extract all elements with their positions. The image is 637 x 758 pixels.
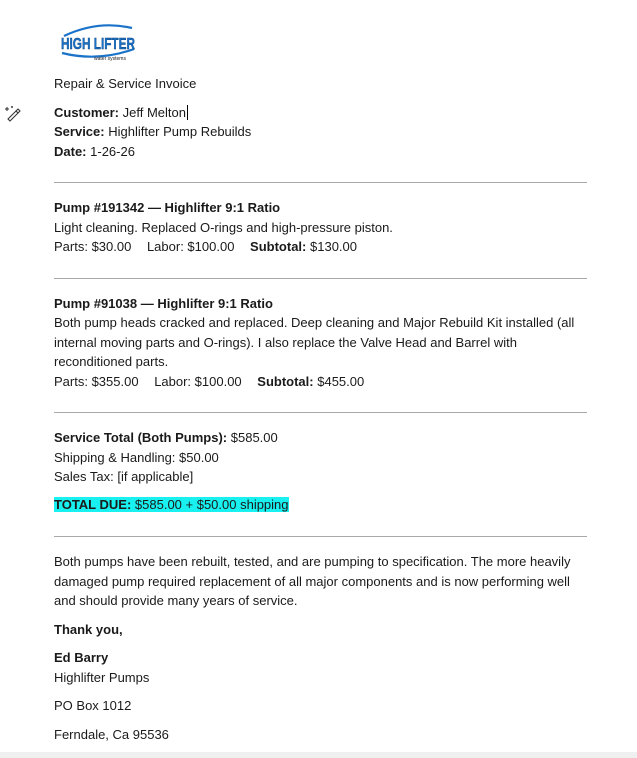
signer-company: Highlifter Pumps — [54, 669, 150, 685]
pump-costs — [54, 372, 587, 392]
parts-cost: Parts: $355.00 — [54, 373, 139, 389]
customer-line[interactable] — [54, 103, 587, 123]
totals-section — [54, 428, 587, 514]
shipping-line: Shipping & Handling: $50.00 — [54, 449, 219, 465]
subtotal-value: $130.00 — [310, 239, 357, 254]
tax-line: Sales Tax: [if applicable] — [54, 469, 194, 484]
pump-description: Light cleaning. Replaced O-rings and high-pressure piston. — [54, 219, 393, 235]
total-due-highlight — [54, 497, 289, 512]
parts-cost: Parts: $30.00 — [54, 239, 132, 254]
customer-value[interactable]: Jeff Melton — [122, 104, 186, 120]
subtotal-label: Subtotal: — [257, 373, 314, 389]
total-due-value: $585.00 + $50.00 shipping — [134, 496, 289, 512]
closing-paragraph: Both pumps have been rebuilt, tested, and are pumping to specification. The more heavily damaged pump required replacement of all major components and is now performing well and should provide many years of service. — [54, 554, 571, 608]
pump-section — [54, 198, 587, 257]
city-line: Ferndale, Ca 95536 — [54, 726, 169, 742]
labor-cost: Labor: $100.00 — [146, 239, 235, 254]
invoice-body — [54, 74, 587, 744]
labor-cost: Labor: $100.00 — [154, 373, 242, 389]
pump-heading: Pump #91038 — Highlifter 9:1 Ratio — [54, 295, 273, 311]
doc-title: Repair & Service Invoice — [54, 76, 197, 91]
service-value: Highlifter Pump Rebuilds — [108, 124, 252, 139]
customer-label: Customer: — [54, 104, 120, 120]
service-label: Service: — [54, 124, 105, 139]
service-total-line — [54, 428, 587, 448]
service-line — [54, 122, 587, 142]
pump-section — [54, 294, 587, 392]
pump-heading: Pump #191342 — Highlifter 9:1 Ratio — [54, 200, 281, 215]
svg-text:water systems: water systems — [94, 56, 126, 62]
subtotal-label: Subtotal: — [250, 239, 307, 254]
total-due-line — [54, 495, 587, 515]
service-total-value: $585.00 — [230, 430, 278, 445]
magic-pen-icon[interactable] — [4, 104, 22, 122]
text-cursor — [187, 105, 188, 120]
svg-text:HIGH LIFTER: HIGH LIFTER — [61, 36, 136, 53]
signer-name: Ed Barry — [54, 650, 109, 665]
po-box: PO Box 1012 — [54, 698, 132, 713]
date-value: 1-26-26 — [90, 143, 135, 159]
pump-description: Both pump heads cracked and replaced. Deep cleaning and Major Rebuild Kit installed (all internal moving parts and O-rings). I also replace the Valve Head and Barrel with reconditioned parts. — [54, 315, 575, 369]
subtotal-value: $455.00 — [317, 373, 365, 389]
page-bottom-edge — [0, 752, 637, 758]
date-line — [54, 142, 587, 162]
service-total-label: Service Total (Both Pumps): — [54, 430, 228, 445]
pump-costs — [54, 237, 587, 257]
thanks-line: Thank you, — [54, 621, 123, 637]
date-label: Date: — [54, 143, 87, 159]
total-due-label: TOTAL DUE: — [54, 496, 132, 512]
high-lifter-logo — [58, 22, 138, 62]
